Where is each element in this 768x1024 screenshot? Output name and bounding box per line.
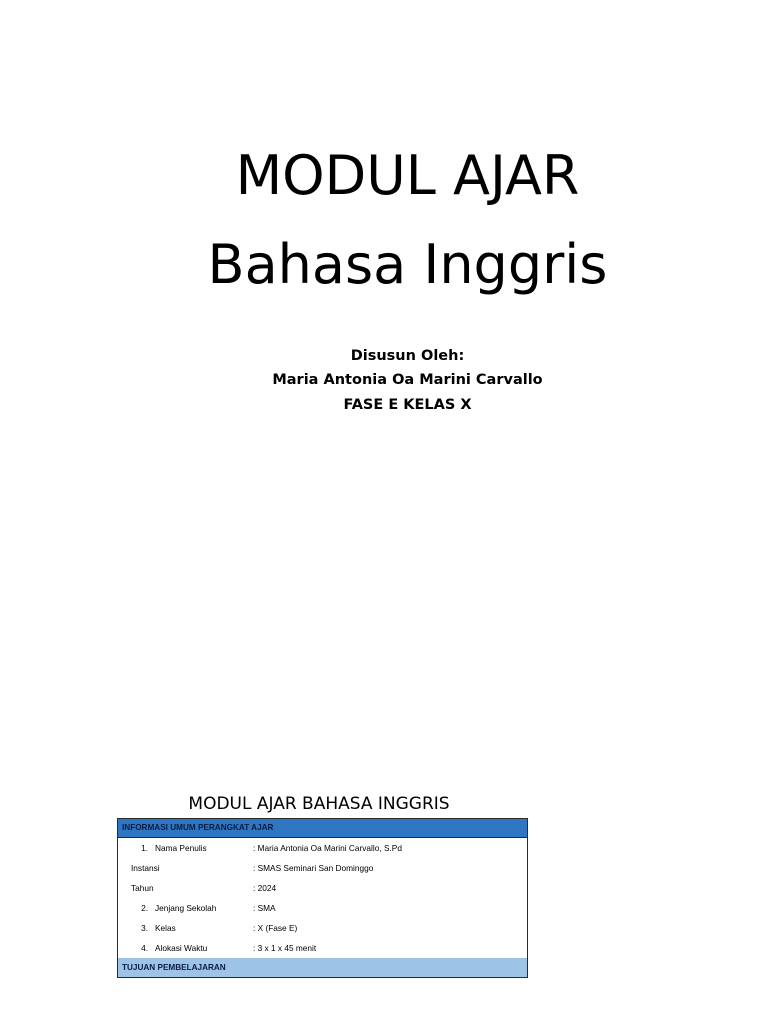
row-number: 2. <box>141 903 148 913</box>
table-row <box>118 898 527 918</box>
row-label: Kelas <box>155 923 176 933</box>
row-value: : SMA <box>253 903 276 913</box>
table-row <box>118 858 527 878</box>
row-value: : Maria Antonia Oa Marini Carvallo, S.Pd <box>253 843 402 853</box>
row-number: 1. <box>141 843 148 853</box>
learning-objectives-header: TUJUAN PEMBELAJARAN <box>118 958 527 977</box>
author-name: Maria Antonia Oa Marini Carvallo <box>272 372 543 388</box>
table-row <box>118 918 527 938</box>
document-subject: Bahasa Inggris <box>207 233 608 296</box>
row-label: Tahun <box>131 883 154 893</box>
row-value: : SMAS Seminari San Dominggo <box>253 863 374 873</box>
table-row <box>118 938 527 958</box>
info-table <box>117 818 528 978</box>
phase-class: FASE E KELAS X <box>343 397 472 413</box>
module-heading: MODUL AJAR BAHASA INGGRIS <box>188 794 450 814</box>
info-table-header: INFORMASI UMUM PERANGKAT AJAR <box>118 819 527 838</box>
row-value: : 3 x 1 x 45 menit <box>253 943 317 953</box>
compiled-by-label: Disusun Oleh: <box>350 348 465 364</box>
row-label: Instansi <box>131 863 160 873</box>
table-row <box>118 878 527 898</box>
row-label: Alokasi Waktu <box>155 943 208 953</box>
row-number: 3. <box>141 923 148 933</box>
row-number: 4. <box>141 943 148 953</box>
table-row <box>118 838 527 858</box>
row-value: : X (Fase E) <box>253 923 298 933</box>
row-value: : 2024 <box>253 883 277 893</box>
row-label: Nama Penulis <box>155 843 207 853</box>
document-title: MODUL AJAR <box>235 144 580 207</box>
row-label: Jenjang Sekolah <box>155 903 217 913</box>
